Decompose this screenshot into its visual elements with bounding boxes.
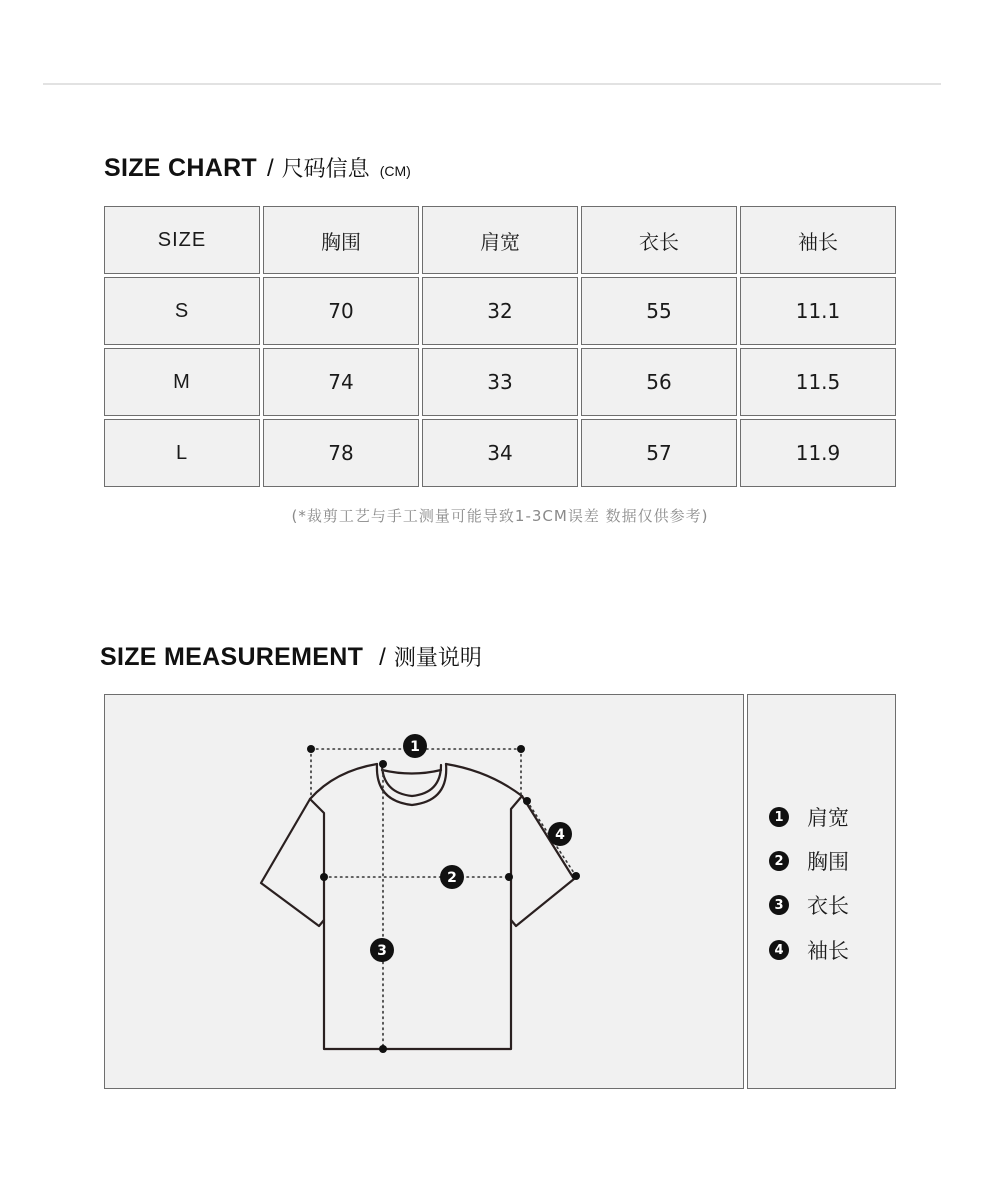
legend-badge: 4 (769, 940, 789, 960)
size-table (104, 206, 896, 490)
legend-label: 肩宽 (807, 806, 849, 830)
legend-item-sleeve (769, 935, 849, 965)
header-size: SIZE (104, 206, 260, 274)
cell-sleeve: 11.9 (740, 419, 896, 487)
marker-3 (370, 938, 394, 962)
svg-text:3: 3 (377, 943, 387, 959)
tshirt-collar-neckline (382, 770, 441, 774)
cell-shoulder: 33 (422, 348, 578, 416)
heading-slash: / (379, 644, 386, 671)
legend-badge: 3 (769, 895, 789, 915)
tshirt-diagram (104, 694, 744, 1089)
measurement-title-en: SIZE MEASUREMENT (100, 643, 364, 671)
table-row (104, 277, 896, 345)
table-row (104, 348, 896, 416)
measurement-note: (*裁剪工艺与手工测量可能导致1-3CM误差 数据仅供参考) (291, 507, 709, 525)
legend-label: 袖长 (807, 939, 849, 963)
length-bottom-dot (379, 1045, 387, 1053)
legend-item-length (769, 890, 849, 920)
tshirt-left-sleeve-seam (310, 799, 324, 920)
marker-1 (403, 734, 427, 758)
heading-slash: / (267, 155, 274, 182)
cell-shoulder: 32 (422, 277, 578, 345)
shoulder-right-dot (517, 745, 525, 753)
marker-2 (440, 865, 464, 889)
cell-chest: 70 (263, 277, 419, 345)
header-sleeve: 袖长 (740, 206, 896, 274)
marker-4 (548, 822, 572, 846)
tshirt-illustration (105, 695, 743, 1088)
svg-text:1: 1 (410, 739, 420, 755)
legend-badge: 1 (769, 807, 789, 827)
cell-chest: 74 (263, 348, 419, 416)
tshirt-collar-inner (382, 765, 441, 796)
cell-size: M (104, 348, 260, 416)
header-shoulder: 肩宽 (422, 206, 578, 274)
svg-text:4: 4 (555, 827, 565, 843)
cell-length: 57 (581, 419, 737, 487)
measurement-title-cn: 测量说明 (393, 646, 482, 671)
tshirt-body-outline (261, 764, 574, 1049)
cell-chest: 78 (263, 419, 419, 487)
cell-shoulder: 34 (422, 419, 578, 487)
shoulder-left-dot (307, 745, 315, 753)
size-chart-title-cn: 尺码信息 (281, 157, 370, 182)
header-length: 衣长 (581, 206, 737, 274)
cell-sleeve: 11.5 (740, 348, 896, 416)
tshirt-right-sleeve-seam (511, 796, 522, 920)
size-chart-title-en: SIZE CHART (104, 154, 257, 182)
header-chest: 胸围 (263, 206, 419, 274)
size-measurement-heading (100, 641, 482, 672)
svg-text:2: 2 (447, 870, 457, 886)
cell-size: S (104, 277, 260, 345)
measurement-legend (747, 694, 896, 1089)
sleeve-bottom-dot (572, 872, 580, 880)
sleeve-top-dot (523, 797, 531, 805)
cell-length: 55 (581, 277, 737, 345)
legend-item-shoulder (769, 802, 849, 832)
table-row (104, 419, 896, 487)
legend-label: 胸围 (807, 850, 849, 874)
top-divider (43, 83, 941, 85)
cell-size: L (104, 419, 260, 487)
cell-length: 56 (581, 348, 737, 416)
legend-badge: 2 (769, 851, 789, 871)
legend-label: 衣长 (807, 894, 849, 918)
chest-left-dot (320, 873, 328, 881)
table-header-row (104, 206, 896, 274)
cell-sleeve: 11.1 (740, 277, 896, 345)
chest-right-dot (505, 873, 513, 881)
length-top-dot (379, 760, 387, 768)
size-chart-heading (104, 152, 411, 183)
legend-item-chest (769, 846, 849, 876)
unit-label: (CM) (379, 163, 411, 179)
